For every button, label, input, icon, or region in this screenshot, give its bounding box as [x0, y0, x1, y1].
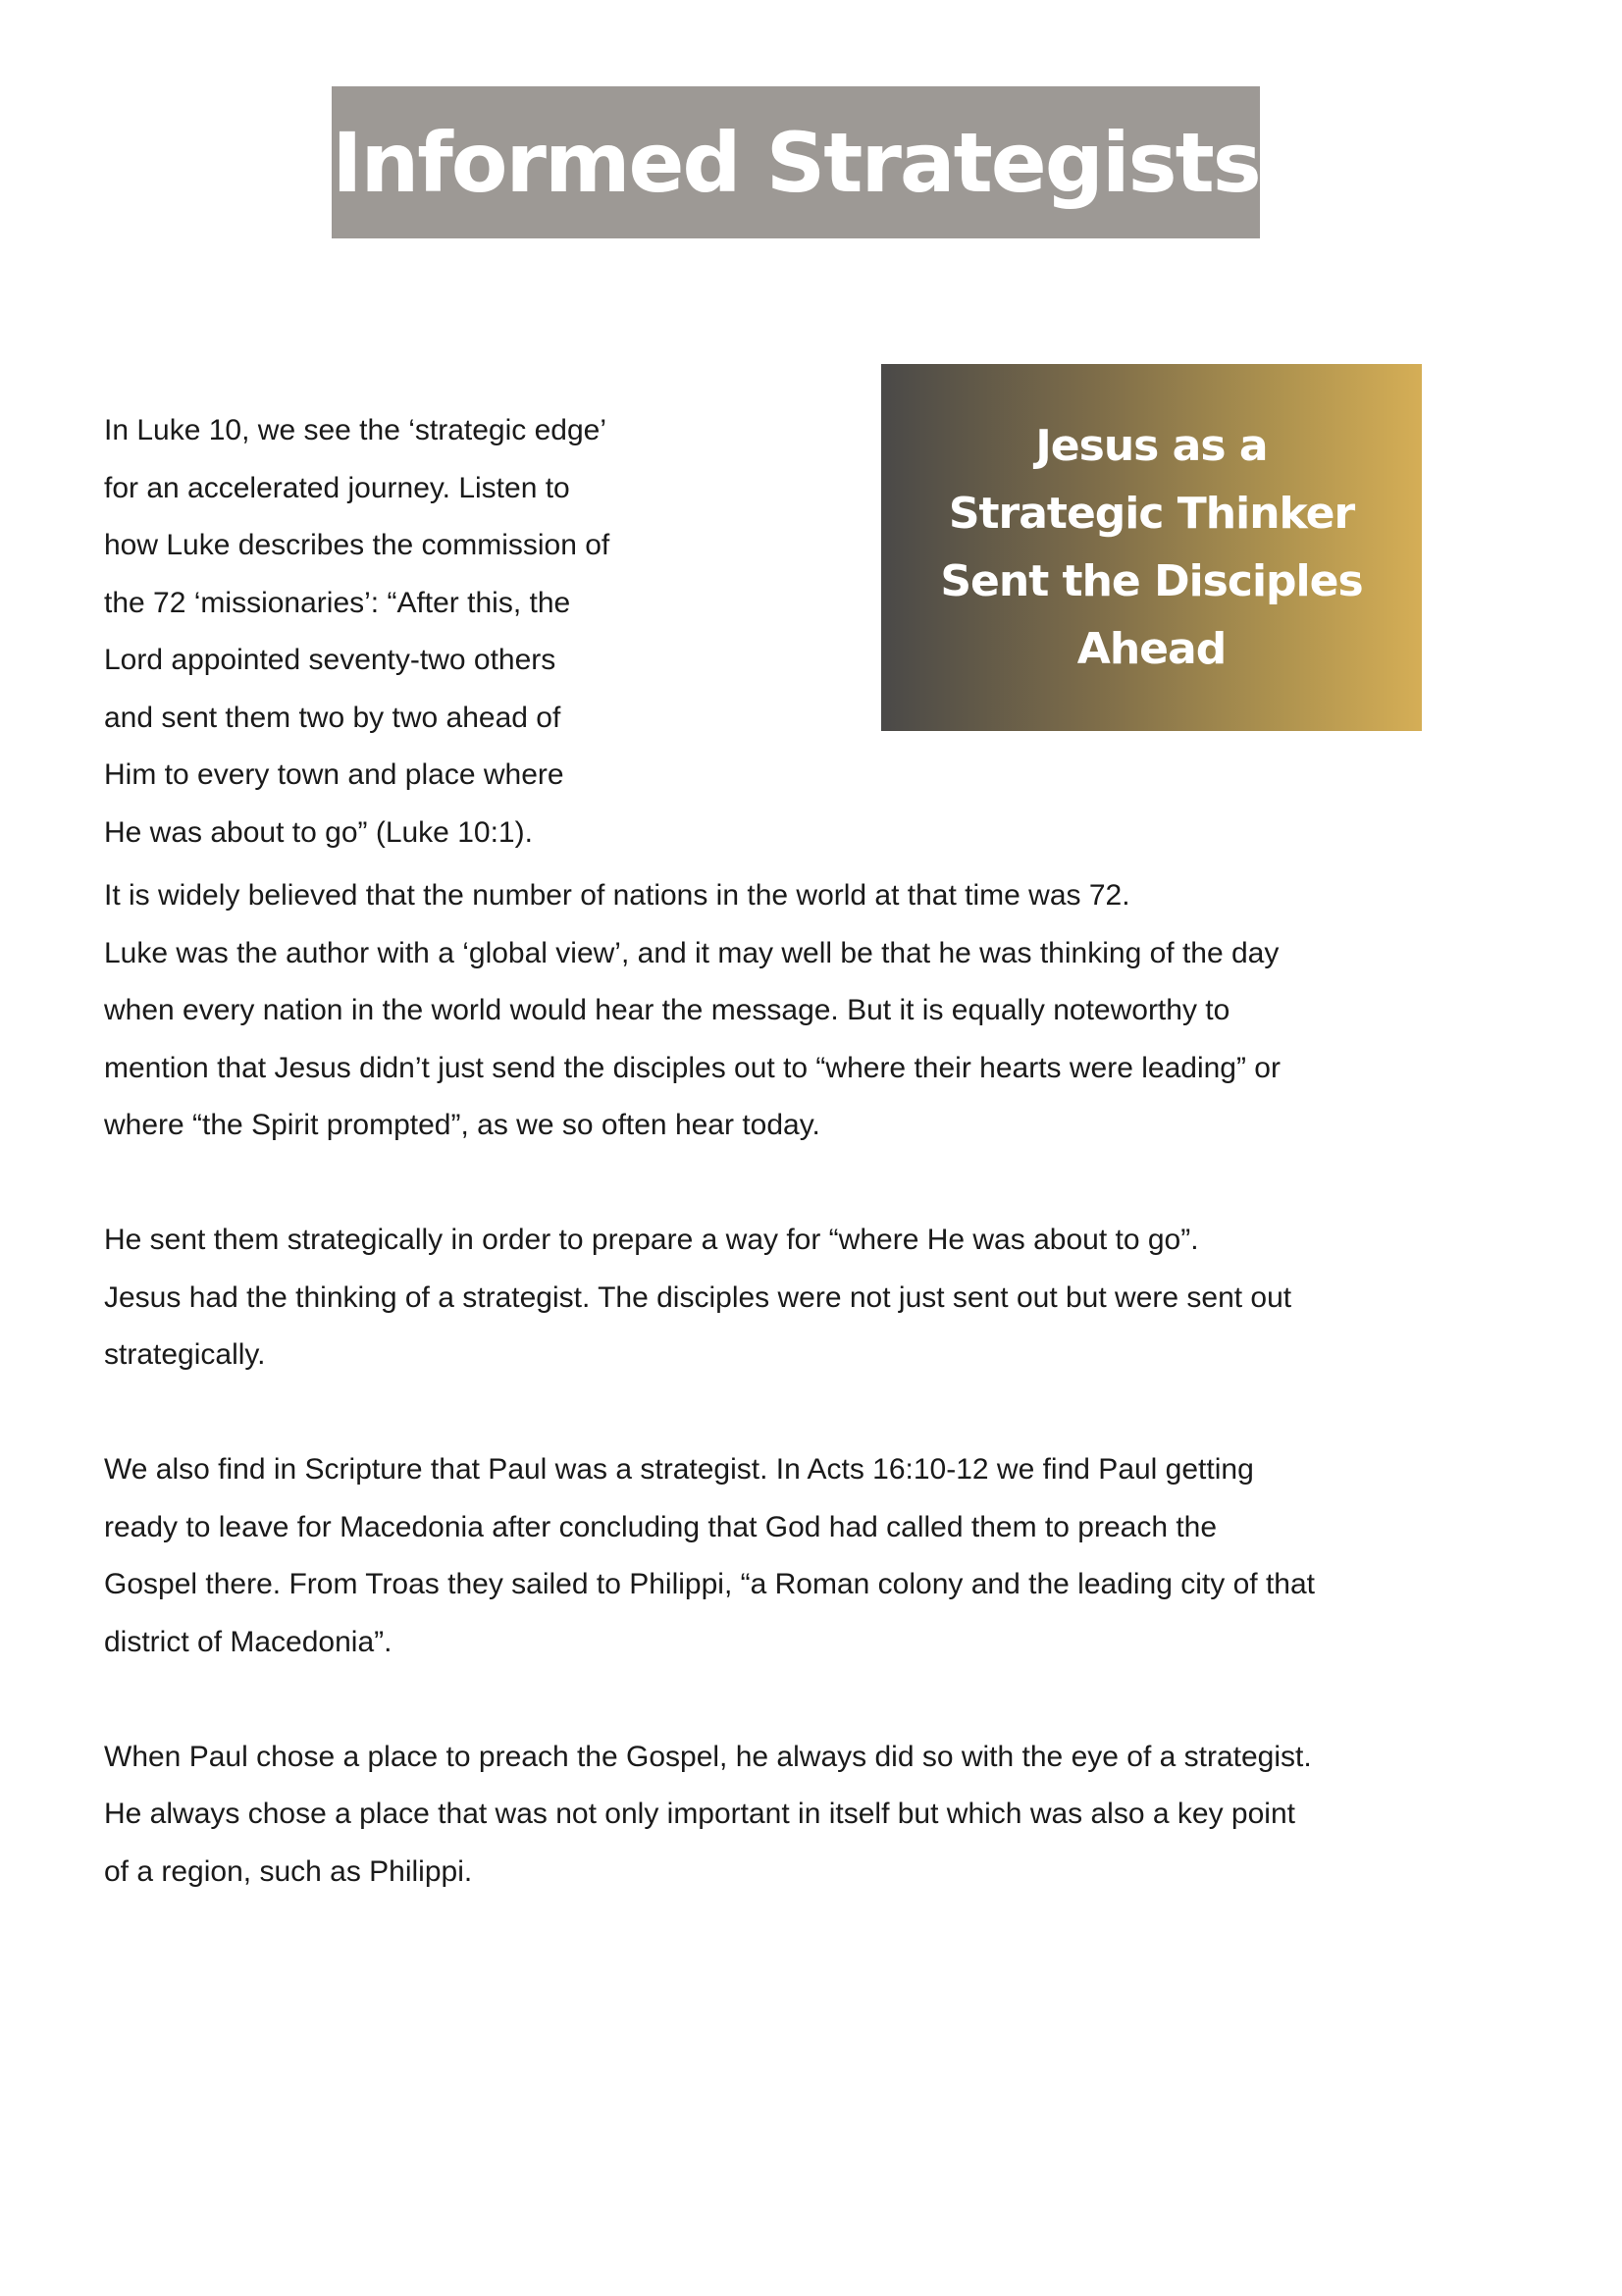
text-line: He sent them strategically in order to prepare a way for “where He was about to go”. — [104, 1224, 1199, 1256]
text-line: He always chose a place that was not only important in itself but which was also a key point — [104, 1798, 1295, 1830]
callout-line: Strategic Thinker — [948, 489, 1355, 539]
callout-line: Ahead — [1076, 624, 1227, 674]
text-line: Luke was the author with a ‘global view’, and it may well be that he was thinking of the day — [104, 936, 1280, 969]
title-banner — [332, 86, 1260, 238]
text-line — [104, 1671, 1315, 1729]
text-line: mention that Jesus didn’t just send the disciples out to “where their hearts were leading” or — [104, 1051, 1281, 1084]
text-line: where “the Spirit prompted”, as we so often hear today. — [104, 1109, 820, 1141]
page-title: Informed Strategists — [332, 114, 1260, 211]
text-line: Lord appointed seventy-two others — [104, 644, 556, 676]
text-line: for an accelerated journey. Listen to — [104, 471, 570, 504]
text-line: In Luke 10, we see the ‘strategic edge’ — [104, 414, 606, 446]
text-line: ready to leave for Macedonia after concluding that God had called them to preach the — [104, 1510, 1218, 1543]
text-line: Gospel there. From Troas they sailed to Philippi, “a Roman colony and the leading city of that — [104, 1568, 1315, 1600]
text-line: Jesus had the thinking of a strategist. The disciples were not just sent out but were sent out — [104, 1280, 1292, 1314]
intro-paragraph — [104, 402, 609, 861]
body-text — [104, 867, 1315, 1901]
text-line: It is widely believed that the number of nations in the world at that time was 72. — [104, 879, 1130, 912]
text-line: when every nation in the world would hear the message. But it is equally noteworthy to — [104, 994, 1230, 1026]
text-line — [104, 1384, 1315, 1442]
text-line: When Paul chose a place to preach the Gospel, he always did so with the eye of a strategist. — [104, 1740, 1312, 1773]
text-line: of a region, such as Philippi. — [104, 1854, 473, 1888]
text-line: Him to every town and place where — [104, 758, 564, 791]
text-line: the 72 ‘missionaries’: “After this, the — [104, 586, 571, 619]
text-line: We also find in Scripture that Paul was a strategist. In Acts 16:10-12 we find Paul getting — [104, 1453, 1254, 1486]
callout-heading — [940, 412, 1362, 683]
text-line: how Luke describes the commission of — [104, 529, 610, 561]
text-line: strategically. — [104, 1338, 266, 1371]
callout-box — [881, 364, 1422, 731]
text-line: He was about to go” (Luke 10:1). — [104, 815, 533, 849]
text-line — [104, 1155, 1315, 1213]
text-line: district of Macedonia”. — [104, 1625, 392, 1658]
text-line: and sent them two by two ahead of — [104, 701, 561, 734]
callout-line: Sent the Disciples — [940, 556, 1363, 606]
callout-line: Jesus as a — [1035, 421, 1268, 471]
